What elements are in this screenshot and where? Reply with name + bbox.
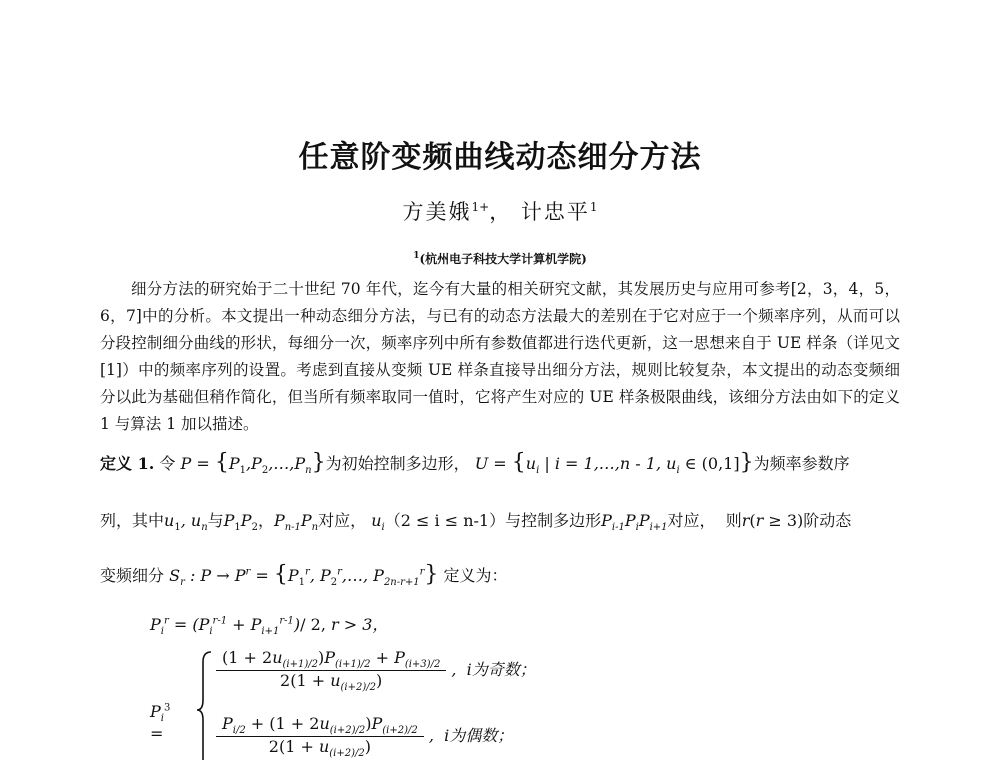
math-recursive-rule: $P_i^r = (P_i^{r-1} + P_{i+1}^{r-1})/$ 2, xyxy=(150,615,326,638)
fraction-even: $\frac{P_{i/2} + (1 + 2u_{(i+2)/2})P_{(i+2)/2}}{2(1 + u_{(i+2)/2})}$ xyxy=(216,714,424,759)
intro-paragraph: 细分方法的研究始于二十世纪 70 年代，迄今有大量的相关研究文献，其发展历史与应用可参考[2，3，4，5，6，7]中的分析。本文提出一种动态细分方法，与已有的动态方法最大的差别在于它对应于一个频率序列，从而可以分段控制细分曲线的形状，每细分一次，频率序列中所有参数值都进行迭代更新，这一思想来自于 UE 样条（详见文[1]）中的频率序列的设置。考虑到直接从变频 UE 样条直接导出细分方法，规则比较复杂，本文提出的动态变频细分以此为基础但稍作简化，但当所有频率取同一值时，它将产生对应的 UE 样条极限曲线，该细分方法由如下的定义 1 与算法 1 加以描述。 xyxy=(100,280,900,433)
def-order-text: 阶动态 xyxy=(803,511,852,530)
math-ui: $u_i$ xyxy=(371,511,385,534)
case-even-row: $\frac{P_{i/2} + (1 + 2u_{(i+2)/2})P_{(i+2)/2}}{2(1 + u_{(i+2)/2})}$ , i为偶数； xyxy=(216,714,513,759)
affiliation xyxy=(0,250,1000,267)
def-range: （2 ≤ i ≤ n-1） xyxy=(384,511,506,530)
def-ling: 令 xyxy=(159,454,176,473)
authors-line xyxy=(0,196,1000,226)
def-yu: 与 xyxy=(207,511,224,530)
formula-recursive xyxy=(150,612,388,637)
math-P-set: $P = \{P_1,P_2,\dots,P_n\}$ xyxy=(180,450,326,477)
math-Sr-map: $S_r$ : $P \to P^r = \{P_1^r$, $P_2^r,\dots$, $P_{2n-r+1}^r$} xyxy=(169,562,439,589)
case-odd-label: i为奇数； xyxy=(466,660,536,680)
def-duiying-2: 对应， xyxy=(667,511,716,530)
definition-line-3 xyxy=(100,562,508,588)
math-Pi3: $P_i^3$ = xyxy=(150,702,171,744)
math-P1P2: $P_1P_2$ xyxy=(223,511,258,534)
definition-label: 定义 1. xyxy=(100,454,155,473)
def-ze: 则 xyxy=(725,511,742,530)
affiliation-text: (杭州电子科技大学计算机学院) xyxy=(419,252,587,266)
math-Pn1Pn: $P_{n-1}P_n$ xyxy=(273,511,319,534)
def-init-poly-text: 为初始控制多边形， xyxy=(325,454,470,473)
math-ctrl-poly: $P_{i-1}P_iP_{i+1}$ xyxy=(601,511,668,534)
definition-line-1 xyxy=(100,450,850,476)
def-lie-qizhong: 列，其中 xyxy=(100,511,165,530)
left-brace-icon xyxy=(196,650,214,760)
paper-title: 任意阶变频曲线动态细分方法 xyxy=(298,140,702,175)
def-biansub: 变频细分 xyxy=(100,566,165,585)
author-1: 方美娥 xyxy=(402,200,472,224)
def-defined: 定义为： xyxy=(443,566,508,585)
fraction-odd: $\frac{(1 + 2u_{(i+1)/2})P_{(i+1)/2} + P_{(i+3)/2}}{2(1 + u_{(i+2)/2})}$ xyxy=(216,648,446,693)
author-2: 计忠平 xyxy=(520,200,590,224)
def-freq-seq-text: 为频率参数序 xyxy=(753,454,850,473)
author-1-affil-mark: 1+ xyxy=(471,200,490,214)
math-r-order: r(r ≥ 3) xyxy=(741,511,804,530)
case-odd-row: $\frac{(1 + 2u_{(i+1)/2})P_{(i+1)/2} + P_{(i+3)/2}}{2(1 + u_{(i+2)/2})}$ , i为奇数； xyxy=(216,648,536,693)
math-U-set: $U = \{u_i$ | i = 1,…,n - 1, $u_i$ ∈ (0,1]} xyxy=(474,450,754,477)
author-separator: ， xyxy=(489,200,513,224)
def-yu-ctrl: 与控制多边形 xyxy=(505,511,602,530)
case-even-label: i为偶数； xyxy=(444,726,514,746)
def-duiying: 对应， xyxy=(318,511,367,530)
author-2-affil-mark: 1 xyxy=(589,200,598,214)
affiliation-mark: 1 xyxy=(413,251,420,261)
math-u1-un: $u_1$, $u_n$ xyxy=(164,511,208,534)
definition-line-2: 列，其中$u_1$, $u_n$与$P_1P_2$，$P_{n-1}P_n$对应， $u_i(2 \le i \le n-1)$与控制多边形$P_{i-1}P_iP_{i+1}$对应， 则r(r ≥ 3)阶动态 xyxy=(100,511,852,534)
formula-cond-1: r > 3， xyxy=(331,615,389,634)
